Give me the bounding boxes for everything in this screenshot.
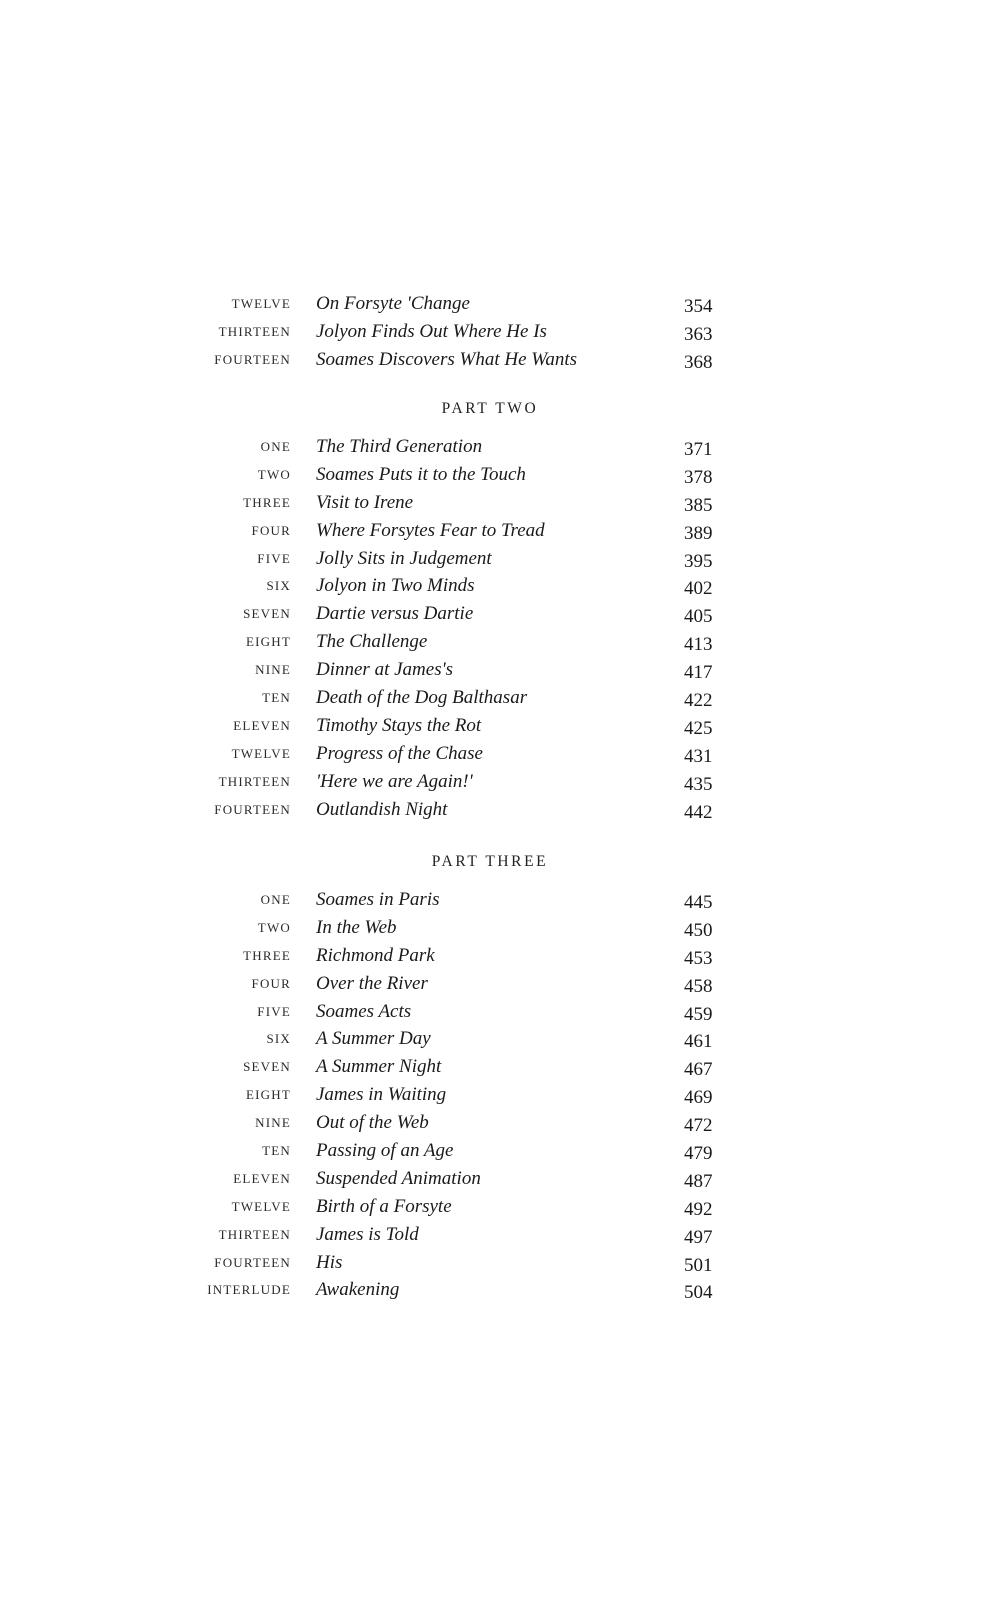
chapter-title: Passing of an Age bbox=[316, 1140, 454, 1162]
toc-row bbox=[0, 1025, 1000, 1053]
chapter-number: ONE bbox=[260, 892, 291, 907]
chapter-page: 501 bbox=[684, 1254, 713, 1276]
chapter-page: 472 bbox=[684, 1115, 713, 1137]
chapter-number: TWELVE bbox=[231, 745, 291, 761]
toc-row bbox=[0, 433, 1000, 461]
part-three-heading: PART THREE bbox=[431, 853, 549, 870]
chapter-number: ONE bbox=[260, 439, 291, 454]
chapter-number: THREE bbox=[243, 947, 291, 963]
toc-row bbox=[0, 1109, 1000, 1137]
part-one-tail-list bbox=[0, 290, 1000, 374]
chapter-title: Death of the Dog Balthasar bbox=[316, 687, 528, 709]
chapter-title: Richmond Park bbox=[316, 944, 435, 966]
chapter-number: EIGHT bbox=[246, 634, 291, 650]
chapter-title: Timothy Stays the Rot bbox=[316, 714, 482, 736]
chapter-number: ELEVEN bbox=[233, 717, 291, 733]
chapter-title: Awakening bbox=[316, 1279, 400, 1301]
toc-row bbox=[0, 712, 1000, 740]
toc-row bbox=[0, 346, 1000, 374]
toc-row bbox=[0, 796, 1000, 824]
chapter-title: Progress of the Chase bbox=[316, 742, 483, 764]
toc-row bbox=[0, 970, 1000, 998]
chapter-number: FIVE bbox=[257, 550, 291, 566]
chapter-page: 497 bbox=[684, 1226, 713, 1248]
chapter-page: 371 bbox=[684, 439, 713, 460]
chapter-page: 453 bbox=[684, 947, 713, 969]
chapter-page: 395 bbox=[684, 550, 713, 572]
chapter-page: 504 bbox=[684, 1282, 713, 1304]
part-two-list bbox=[0, 433, 1000, 823]
chapter-title: The Third Generation bbox=[316, 436, 483, 457]
chapter-title: Over the River bbox=[316, 972, 428, 994]
toc-row bbox=[0, 684, 1000, 712]
chapter-title: Dartie versus Dartie bbox=[316, 603, 474, 625]
chapter-page: 487 bbox=[684, 1170, 713, 1192]
chapter-number: TEN bbox=[262, 690, 291, 706]
toc-row bbox=[0, 545, 1000, 573]
chapter-title: Soames Discovers What He Wants bbox=[316, 348, 578, 370]
toc-row bbox=[0, 942, 1000, 970]
chapter-title: A Summer Day bbox=[316, 1028, 431, 1050]
chapter-number: ELEVEN bbox=[233, 1170, 291, 1186]
chapter-number: NINE bbox=[255, 1115, 291, 1131]
chapter-page: 354 bbox=[684, 296, 713, 317]
chapter-page: 363 bbox=[684, 323, 713, 345]
chapter-page: 385 bbox=[684, 494, 713, 516]
chapter-number: NINE bbox=[255, 662, 291, 678]
chapter-number: EIGHT bbox=[246, 1087, 291, 1103]
toc-row bbox=[0, 886, 1000, 914]
chapter-title: Visit to Irene bbox=[316, 491, 414, 513]
chapter-number: THIRTEEN bbox=[218, 773, 291, 789]
chapter-page: 368 bbox=[684, 351, 713, 373]
toc-row bbox=[0, 1249, 1000, 1277]
chapter-title: Dinner at James's bbox=[316, 659, 454, 681]
chapter-title: Out of the Web bbox=[316, 1112, 429, 1134]
chapter-number: INTERLUDE bbox=[207, 1282, 291, 1298]
chapter-page: 445 bbox=[684, 892, 713, 913]
chapter-number: TWO bbox=[257, 466, 291, 482]
chapter-page: 405 bbox=[684, 606, 713, 628]
toc-row bbox=[0, 517, 1000, 545]
toc-row bbox=[0, 1193, 1000, 1221]
chapter-title: Soames in Paris bbox=[316, 889, 440, 910]
toc-row bbox=[0, 1081, 1000, 1109]
chapter-title: James in Waiting bbox=[316, 1084, 447, 1106]
chapter-title: James is Told bbox=[316, 1223, 419, 1245]
chapter-title: On Forsyte 'Change bbox=[316, 293, 470, 314]
toc-row bbox=[0, 318, 1000, 346]
chapter-title: Soames Puts it to the Touch bbox=[316, 463, 526, 485]
chapter-title: His bbox=[316, 1251, 343, 1273]
chapter-number: TWO bbox=[257, 919, 291, 935]
part-three-list bbox=[0, 886, 1000, 1304]
toc-row bbox=[0, 290, 1000, 318]
toc-row bbox=[0, 461, 1000, 489]
chapter-page: 461 bbox=[684, 1031, 713, 1053]
chapter-title: 'Here we are Again!' bbox=[316, 770, 473, 792]
chapter-number: THIRTEEN bbox=[218, 1226, 291, 1242]
chapter-number: FOUR bbox=[251, 522, 291, 538]
part-two-heading: PART TWO bbox=[441, 400, 539, 417]
chapter-page: 467 bbox=[684, 1059, 713, 1081]
toc-row bbox=[0, 1165, 1000, 1193]
chapter-title: The Challenge bbox=[316, 631, 428, 653]
chapter-page: 492 bbox=[684, 1198, 713, 1220]
chapter-page: 389 bbox=[684, 522, 713, 544]
chapter-title: A Summer Night bbox=[316, 1056, 442, 1078]
chapter-page: 413 bbox=[684, 634, 713, 656]
toc-row bbox=[0, 1137, 1000, 1165]
chapter-title: Where Forsytes Fear to Tread bbox=[316, 519, 545, 541]
chapter-title: In the Web bbox=[316, 916, 397, 938]
chapter-page: 402 bbox=[684, 578, 713, 600]
chapter-page: 378 bbox=[684, 466, 713, 488]
chapter-page: 458 bbox=[684, 975, 713, 997]
chapter-title: Outlandish Night bbox=[316, 798, 448, 820]
chapter-number: FIVE bbox=[257, 1003, 291, 1019]
chapter-number: SIX bbox=[266, 578, 291, 594]
chapter-number: SEVEN bbox=[243, 1059, 291, 1075]
chapter-page: 422 bbox=[684, 690, 713, 712]
chapter-title: Jolyon in Two Minds bbox=[316, 575, 475, 597]
toc-row bbox=[0, 768, 1000, 796]
chapter-number: SIX bbox=[266, 1031, 291, 1047]
toc-row bbox=[0, 628, 1000, 656]
chapter-number: FOURTEEN bbox=[214, 1254, 291, 1270]
chapter-title: Soames Acts bbox=[316, 1000, 412, 1022]
toc-row bbox=[0, 489, 1000, 517]
chapter-number: THIRTEEN bbox=[218, 323, 291, 339]
chapter-page: 442 bbox=[684, 801, 713, 823]
chapter-page: 425 bbox=[684, 717, 713, 739]
toc-row bbox=[0, 1221, 1000, 1249]
chapter-page: 450 bbox=[684, 919, 713, 941]
chapter-page: 459 bbox=[684, 1003, 713, 1025]
chapter-page: 479 bbox=[684, 1143, 713, 1165]
chapter-number: SEVEN bbox=[243, 606, 291, 622]
toc-row bbox=[0, 656, 1000, 684]
chapter-page: 469 bbox=[684, 1087, 713, 1109]
toc-row bbox=[0, 572, 1000, 600]
chapter-title: Suspended Animation bbox=[316, 1167, 481, 1189]
toc-row bbox=[0, 1276, 1000, 1304]
chapter-title: Jolyon Finds Out Where He Is bbox=[316, 320, 547, 342]
chapter-number: TEN bbox=[262, 1143, 291, 1159]
chapter-number: TWELVE bbox=[231, 296, 291, 311]
toc-row bbox=[0, 1053, 1000, 1081]
toc-row bbox=[0, 914, 1000, 942]
chapter-number: FOURTEEN bbox=[214, 801, 291, 817]
chapter-number: FOUR bbox=[251, 975, 291, 991]
chapter-page: 431 bbox=[684, 745, 713, 767]
chapter-page: 417 bbox=[684, 662, 713, 684]
toc-row bbox=[0, 600, 1000, 628]
chapter-number: THREE bbox=[243, 494, 291, 510]
chapter-number: FOURTEEN bbox=[214, 351, 291, 367]
toc-row bbox=[0, 998, 1000, 1026]
chapter-page: 435 bbox=[684, 773, 713, 795]
chapter-title: Birth of a Forsyte bbox=[316, 1195, 452, 1217]
chapter-title: Jolly Sits in Judgement bbox=[316, 547, 492, 569]
toc-row bbox=[0, 740, 1000, 768]
chapter-number: TWELVE bbox=[231, 1198, 291, 1214]
